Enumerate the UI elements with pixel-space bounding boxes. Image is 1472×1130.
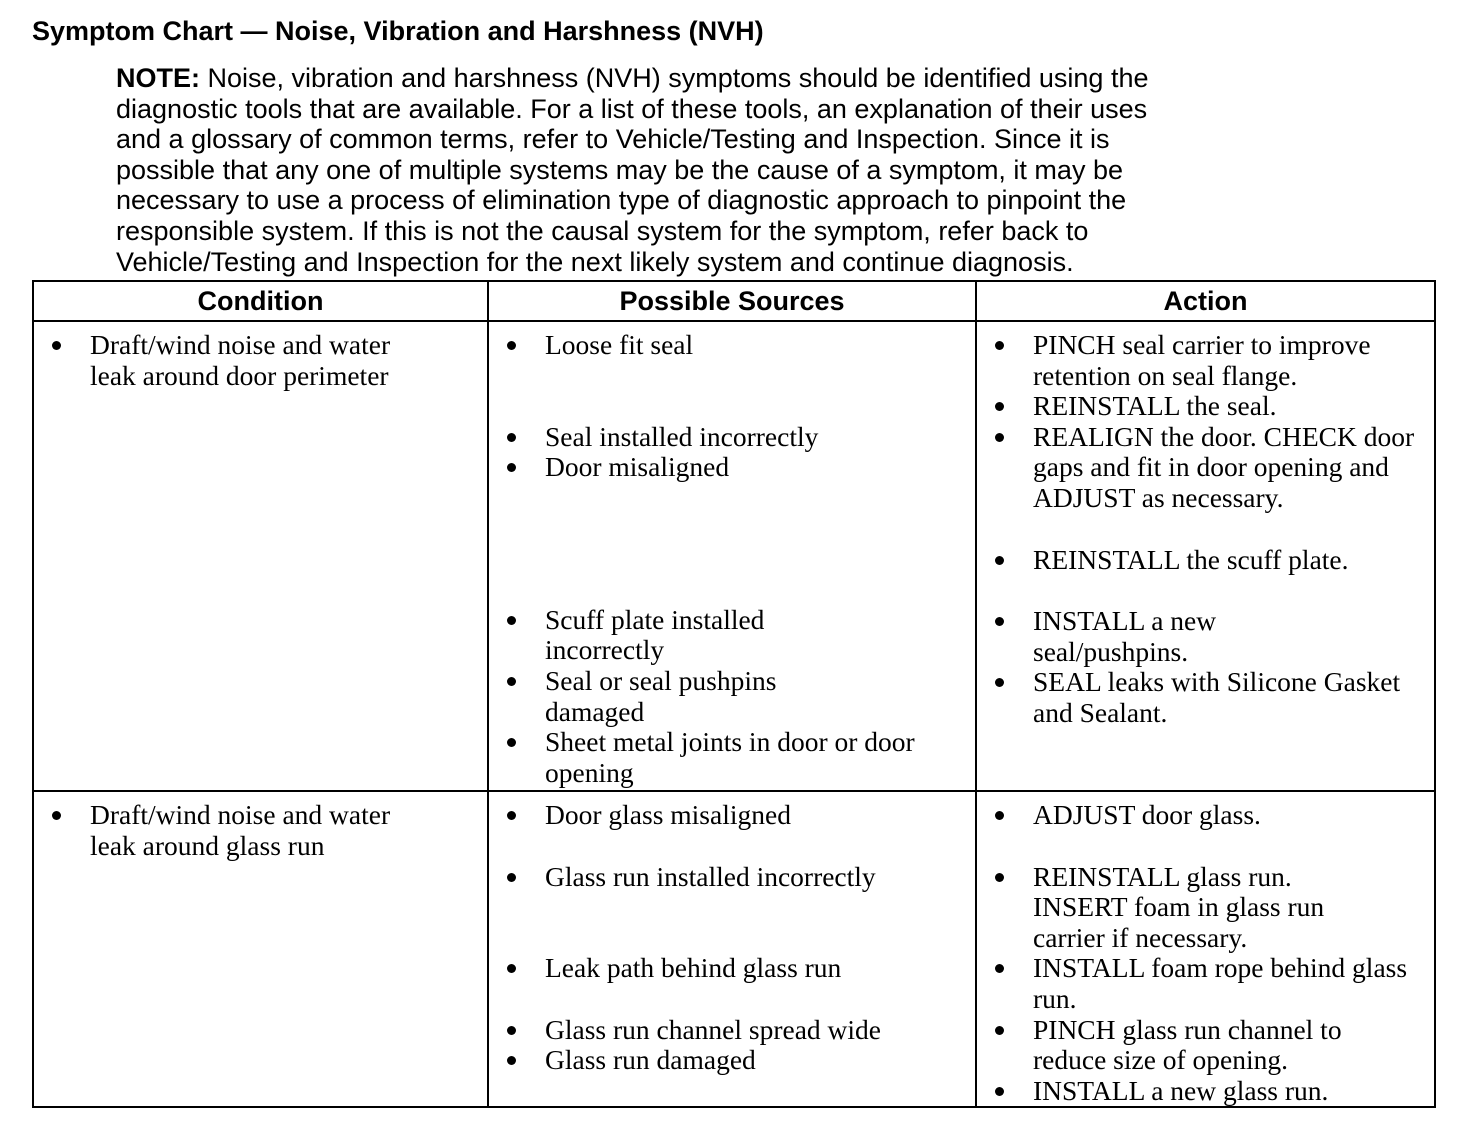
header-possible-sources: Possible Sources (488, 281, 976, 321)
source-text: Glass run channel spread wide (545, 1013, 882, 1045)
list-item (489, 605, 845, 666)
sources-cell (488, 791, 976, 1107)
action-text: INSTALL a new seal/pushpins. (1033, 605, 1217, 667)
list-item (977, 1015, 1423, 1076)
source-text: Scuff plate installed incorrectly (545, 603, 765, 666)
list-item (489, 1045, 975, 1076)
action-cell (976, 321, 1435, 791)
source-text: Seal or seal pushpins damaged (545, 664, 777, 727)
list-item (977, 862, 1393, 954)
list-item (489, 666, 845, 727)
list-item (489, 422, 975, 453)
list-item (34, 330, 440, 391)
list-item (489, 452, 975, 483)
source-text: Door misaligned (545, 451, 730, 483)
action-text: REALIGN the door. CHECK door gaps and fit in door opening and ADJUST as necessary. (1033, 420, 1415, 513)
condition-cell (33, 791, 488, 1107)
action-text: SEAL leaks with Silicone Gasket and Sealant. (1033, 666, 1401, 728)
list-item (489, 330, 975, 361)
header-condition: Condition (33, 281, 488, 321)
list-item (977, 330, 1383, 391)
note-line: and a glossary of common terms, refer to Vehicle/Testing and Inspection. Since it is (116, 124, 1110, 155)
table-row (33, 791, 1435, 1107)
note-line: responsible system. If this is not the causal system for the symptom, refer back to (116, 215, 1089, 246)
source-text: Loose fit seal (545, 329, 694, 360)
note-line: diagnostic tools that are available. For a list of these tools, an explanation of their uses (116, 93, 1148, 124)
list-item (34, 800, 440, 861)
list-item (489, 800, 975, 831)
action-text: ADJUST door glass. (1033, 799, 1261, 830)
table-header-row (33, 281, 1435, 321)
action-text: INSTALL foam rope behind glass run. (1033, 952, 1408, 1014)
list-item (977, 391, 1434, 422)
list-item (489, 727, 935, 788)
header-action: Action (976, 281, 1435, 321)
source-text: Seal installed incorrectly (545, 420, 819, 452)
sources-cell (488, 321, 976, 791)
source-text: Sheet metal joints in door or door opening (545, 726, 915, 788)
action-text: REINSTALL the scuff plate. (1033, 543, 1349, 575)
condition-text: Draft/wind noise and water leak around door perimeter (90, 329, 391, 391)
chart-title: Symptom Chart — Noise, Vibration and Harshness (NVH) (32, 16, 764, 46)
source-text: Door glass misaligned (545, 799, 791, 830)
action-cell (976, 791, 1435, 1107)
table-row (33, 321, 1435, 791)
list-item (977, 1076, 1434, 1107)
source-text: Glass run installed incorrectly (545, 860, 876, 892)
condition-cell (33, 321, 488, 791)
note-line: Vehicle/Testing and Inspection for the next likely system and continue diagnosis. (116, 246, 1074, 277)
source-text: Glass run damaged (545, 1044, 756, 1076)
note-line: possible that any one of multiple systems may be the cause of a symptom, it may be (116, 154, 1123, 185)
note-paragraph (116, 63, 1376, 277)
action-text: INSTALL a new glass run. (1033, 1074, 1329, 1106)
list-item (977, 606, 1293, 667)
action-text: PINCH glass run channel to reduce size of opening. (1033, 1013, 1342, 1076)
note-text: Noise, vibration and harshness (NVH) symptoms should be identified using the (200, 63, 1149, 93)
note-label: NOTE: (116, 63, 200, 93)
symptom-table (32, 280, 1436, 1108)
list-item (977, 422, 1433, 514)
list-item (977, 667, 1433, 728)
list-item (489, 953, 975, 984)
list-item (977, 800, 1434, 831)
action-text: REINSTALL the seal. (1033, 390, 1277, 422)
list-item (977, 545, 1434, 576)
list-item (489, 862, 975, 893)
action-text: PINCH seal carrier to improve retention on seal flange. (1033, 329, 1371, 391)
list-item (977, 953, 1423, 1014)
action-text: REINSTALL glass run. INSERT foam in glass run carrier if necessary. (1033, 860, 1325, 953)
condition-text: Draft/wind noise and water leak around glass run (90, 799, 391, 861)
list-item (489, 1015, 895, 1046)
source-text: Leak path behind glass run (545, 952, 842, 984)
note-line (116, 63, 1376, 94)
note-line: necessary to use a process of elimination type of diagnostic approach to pinpoint the (116, 185, 1127, 216)
